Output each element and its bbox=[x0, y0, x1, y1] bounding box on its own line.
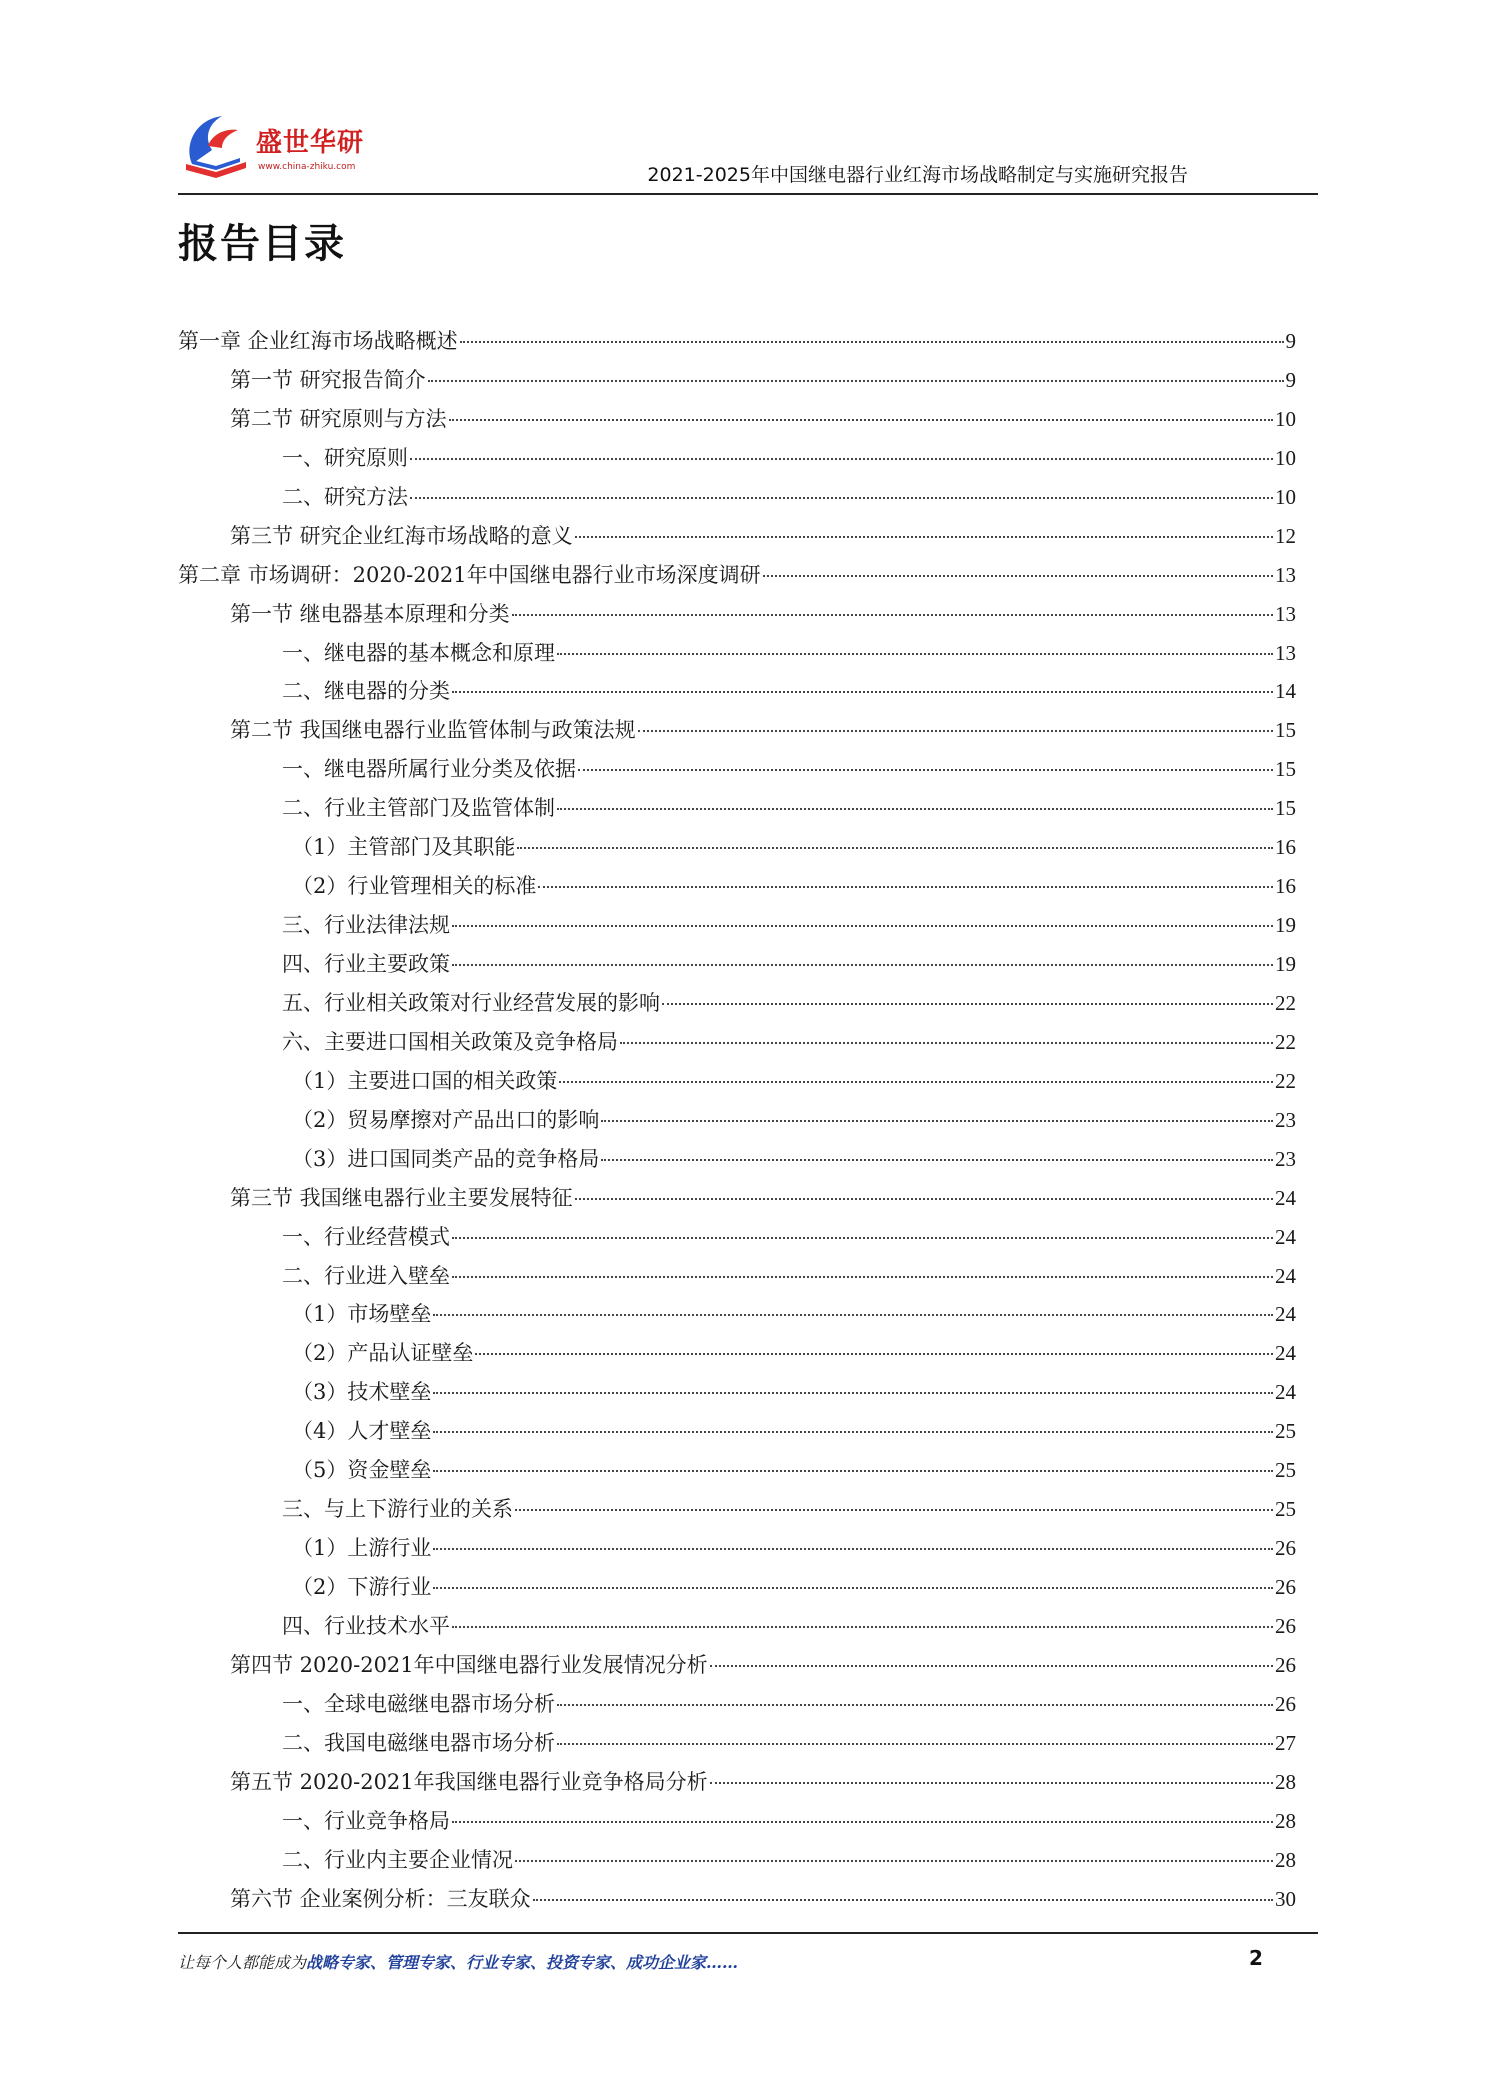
toc-entry-title: 第二节 我国继电器行业监管体制与政策法规 bbox=[230, 718, 636, 743]
toc-entry-title: 第二节 研究原则与方法 bbox=[230, 406, 447, 431]
toc-entry-page: 13 bbox=[1275, 601, 1296, 626]
toc-dot-leader bbox=[433, 1392, 1273, 1394]
toc-dot-leader bbox=[578, 769, 1273, 771]
toc-entry[interactable] bbox=[178, 1490, 1296, 1529]
toc-entry-title: 第五节 2020-2021年我国继电器行业竞争格局分析 bbox=[230, 1769, 708, 1794]
toc-entry[interactable] bbox=[178, 1373, 1296, 1412]
toc-entry[interactable] bbox=[178, 984, 1296, 1023]
logo-name: 盛世华研 bbox=[256, 128, 365, 158]
toc-dot-leader bbox=[557, 1743, 1273, 1745]
toc-dot-leader bbox=[515, 1860, 1273, 1862]
toc-entry-title: （1）主要进口国的相关政策 bbox=[292, 1068, 558, 1093]
toc-dot-leader bbox=[638, 730, 1273, 732]
toc-entry-page: 30 bbox=[1275, 1886, 1296, 1911]
toc-dot-leader bbox=[452, 964, 1273, 966]
toc-entry-page: 14 bbox=[1275, 679, 1296, 704]
toc-dot-leader bbox=[433, 1314, 1273, 1316]
toc-dot-leader bbox=[512, 614, 1273, 616]
table-of-contents bbox=[178, 322, 1296, 1918]
toc-entry[interactable] bbox=[178, 1841, 1296, 1880]
toc-entry-page: 28 bbox=[1275, 1847, 1296, 1872]
toc-entry-title: 一、继电器所属行业分类及依据 bbox=[282, 757, 576, 782]
toc-dot-leader bbox=[662, 1003, 1273, 1005]
toc-entry-title: （2）产品认证壁垒 bbox=[292, 1341, 474, 1366]
toc-dot-leader bbox=[452, 925, 1273, 927]
toc-entry-title: 一、全球电磁继电器市场分析 bbox=[282, 1691, 555, 1716]
toc-entry[interactable] bbox=[178, 1334, 1296, 1373]
toc-entry[interactable] bbox=[178, 1295, 1296, 1334]
toc-entry-title: 一、研究原则 bbox=[282, 445, 408, 470]
toc-dot-leader bbox=[410, 497, 1273, 499]
toc-dot-leader bbox=[452, 1821, 1273, 1823]
toc-entry[interactable] bbox=[178, 1451, 1296, 1490]
toc-entry-title: 四、行业技术水平 bbox=[282, 1613, 450, 1638]
footer-slogan bbox=[178, 1950, 738, 1973]
toc-dot-leader bbox=[433, 1548, 1273, 1550]
toc-dot-leader bbox=[559, 1081, 1273, 1083]
toc-entry-title: （2）下游行业 bbox=[292, 1575, 432, 1599]
toc-dot-leader bbox=[515, 1509, 1273, 1511]
toc-entry-title: （2）贸易摩擦对产品出口的影响 bbox=[292, 1107, 600, 1132]
toc-entry-title: 第四节 2020-2021年中国继电器行业发展情况分析 bbox=[230, 1652, 708, 1677]
footer-divider bbox=[178, 1932, 1318, 1934]
footer-slogan-prefix: 让每个人都能成为 bbox=[178, 1953, 307, 1972]
toc-dot-leader bbox=[557, 808, 1273, 810]
toc-entry[interactable] bbox=[178, 1023, 1296, 1062]
toc-entry[interactable] bbox=[178, 1607, 1296, 1646]
toc-entry-title: 第一节 继电器基本原理和分类 bbox=[230, 601, 510, 626]
toc-entry-page: 26 bbox=[1275, 1691, 1296, 1716]
toc-entry-page: 24 bbox=[1275, 1224, 1296, 1249]
toc-entry-page: 28 bbox=[1275, 1769, 1296, 1794]
toc-dot-leader bbox=[410, 458, 1273, 460]
toc-entry-page: 9 bbox=[1285, 367, 1296, 392]
toc-dot-leader bbox=[538, 886, 1273, 888]
toc-entry-title: 第三节 我国继电器行业主要发展特征 bbox=[230, 1185, 573, 1210]
toc-entry-title: 二、我国电磁继电器市场分析 bbox=[282, 1730, 555, 1755]
toc-dot-leader bbox=[452, 1237, 1273, 1239]
toc-entry-page: 27 bbox=[1275, 1730, 1296, 1755]
toc-entry-page: 26 bbox=[1275, 1536, 1296, 1561]
page-title: 报告目录 bbox=[178, 221, 346, 267]
toc-entry[interactable] bbox=[178, 322, 1296, 361]
toc-dot-leader bbox=[620, 1042, 1273, 1044]
toc-entry-title: 二、研究方法 bbox=[282, 484, 408, 509]
toc-entry[interactable] bbox=[178, 400, 1296, 439]
toc-entry[interactable] bbox=[178, 1724, 1296, 1763]
toc-entry-title: 第三节 研究企业红海市场战略的意义 bbox=[230, 523, 573, 548]
toc-entry-page: 15 bbox=[1275, 796, 1296, 821]
toc-entry[interactable] bbox=[178, 478, 1296, 517]
toc-entry-title: （4）人才壁垒 bbox=[292, 1419, 432, 1444]
toc-dot-leader bbox=[557, 653, 1273, 655]
toc-entry[interactable] bbox=[178, 945, 1296, 984]
toc-entry[interactable] bbox=[178, 439, 1296, 478]
toc-entry-page: 10 bbox=[1275, 445, 1296, 470]
toc-entry-title: （1）上游行业 bbox=[292, 1536, 432, 1561]
toc-entry[interactable] bbox=[178, 1257, 1296, 1296]
footer-slogan-highlight: 战略专家、管理专家、行业专家、投资专家、成功企业家…… bbox=[306, 1953, 739, 1972]
toc-dot-leader bbox=[763, 575, 1273, 577]
toc-entry[interactable] bbox=[178, 1880, 1296, 1919]
toc-entry-title: 二、继电器的分类 bbox=[282, 679, 450, 704]
toc-dot-leader bbox=[433, 1470, 1273, 1472]
toc-entry[interactable] bbox=[178, 867, 1296, 906]
toc-entry-title: （2）行业管理相关的标准 bbox=[292, 874, 537, 899]
toc-entry-title: 第二章 市场调研：2020-2021年中国继电器行业市场深度调研 bbox=[178, 562, 761, 587]
toc-dot-leader bbox=[452, 1626, 1273, 1628]
toc-entry-title: 六、主要进口国相关政策及竞争格局 bbox=[282, 1029, 618, 1054]
toc-entry[interactable] bbox=[178, 1218, 1296, 1257]
toc-entry-title: 二、行业主管部门及监管体制 bbox=[282, 796, 555, 821]
toc-dot-leader bbox=[601, 1120, 1273, 1122]
toc-entry[interactable] bbox=[178, 634, 1296, 673]
toc-entry-title: 第一节 研究报告简介 bbox=[230, 367, 426, 392]
toc-entry[interactable] bbox=[178, 828, 1296, 867]
toc-entry[interactable] bbox=[178, 1412, 1296, 1451]
header-divider bbox=[178, 193, 1318, 195]
toc-dot-leader bbox=[710, 1782, 1273, 1784]
toc-entry-page: 28 bbox=[1275, 1808, 1296, 1833]
toc-entry[interactable] bbox=[178, 1101, 1296, 1140]
toc-entry-page: 13 bbox=[1275, 640, 1296, 665]
toc-entry-page: 16 bbox=[1275, 835, 1296, 860]
toc-entry[interactable] bbox=[178, 1140, 1296, 1179]
toc-entry-title: （3）技术壁垒 bbox=[292, 1380, 432, 1405]
toc-entry-page: 23 bbox=[1275, 1146, 1296, 1171]
toc-entry-page: 15 bbox=[1275, 757, 1296, 782]
toc-entry[interactable] bbox=[178, 556, 1296, 595]
toc-entry-page: 24 bbox=[1275, 1341, 1296, 1366]
toc-entry-page: 9 bbox=[1285, 329, 1296, 353]
toc-entry[interactable] bbox=[178, 711, 1296, 750]
toc-entry-page: 25 bbox=[1275, 1458, 1296, 1483]
toc-entry-page: 24 bbox=[1275, 1263, 1296, 1288]
toc-entry-page: 26 bbox=[1275, 1652, 1296, 1677]
toc-entry-page: 24 bbox=[1275, 1185, 1296, 1210]
toc-entry-page: 16 bbox=[1275, 874, 1296, 899]
toc-entry-page: 22 bbox=[1275, 990, 1296, 1015]
toc-dot-leader bbox=[517, 847, 1273, 849]
toc-entry-title: 三、与上下游行业的关系 bbox=[282, 1497, 513, 1522]
toc-entry[interactable] bbox=[178, 672, 1296, 711]
toc-entry-title: （1）主管部门及其职能 bbox=[292, 835, 516, 860]
company-logo bbox=[178, 100, 418, 190]
toc-entry-page: 26 bbox=[1275, 1575, 1296, 1599]
toc-entry-page: 13 bbox=[1275, 562, 1296, 587]
toc-entry[interactable] bbox=[178, 1568, 1296, 1607]
toc-entry[interactable] bbox=[178, 361, 1296, 400]
toc-entry[interactable] bbox=[178, 1646, 1296, 1685]
toc-dot-leader bbox=[428, 380, 1284, 382]
page-number: 2 bbox=[1249, 1946, 1263, 1970]
toc-entry-title: 一、行业经营模式 bbox=[282, 1224, 450, 1249]
toc-entry-page: 22 bbox=[1275, 1029, 1296, 1054]
toc-dot-leader bbox=[475, 1353, 1273, 1355]
toc-entry-page: 24 bbox=[1275, 1302, 1296, 1327]
toc-entry[interactable] bbox=[178, 1763, 1296, 1802]
toc-entry[interactable] bbox=[178, 750, 1296, 789]
toc-entry-page: 25 bbox=[1275, 1497, 1296, 1522]
toc-dot-leader bbox=[710, 1665, 1273, 1667]
toc-dot-leader bbox=[460, 341, 1284, 343]
toc-dot-leader bbox=[433, 1587, 1273, 1589]
toc-dot-leader bbox=[557, 1704, 1273, 1706]
toc-entry-title: 二、行业内主要企业情况 bbox=[282, 1847, 513, 1872]
toc-entry-title: 一、继电器的基本概念和原理 bbox=[282, 640, 555, 665]
toc-entry-title: 三、行业法律法规 bbox=[282, 913, 450, 938]
toc-entry-page: 26 bbox=[1275, 1613, 1296, 1638]
toc-entry-title: 二、行业进入壁垒 bbox=[282, 1263, 450, 1288]
toc-dot-leader bbox=[533, 1899, 1273, 1901]
logo-url: www.china-zhiku.com bbox=[258, 162, 356, 172]
toc-entry-title: 一、行业竞争格局 bbox=[282, 1808, 450, 1833]
toc-entry-page: 24 bbox=[1275, 1380, 1296, 1405]
toc-entry-title: （3）进口国同类产品的竞争格局 bbox=[292, 1146, 600, 1171]
report-title: 2021-2025年中国继电器行业红海市场战略制定与实施研究报告 bbox=[647, 164, 1188, 186]
toc-dot-leader bbox=[575, 536, 1273, 538]
toc-entry-title: （5）资金壁垒 bbox=[292, 1458, 432, 1483]
toc-entry[interactable] bbox=[178, 789, 1296, 828]
toc-entry[interactable] bbox=[178, 1062, 1296, 1101]
toc-entry-title: （1）市场壁垒 bbox=[292, 1302, 432, 1327]
toc-entry-title: 五、行业相关政策对行业经营发展的影响 bbox=[282, 990, 660, 1015]
toc-entry[interactable] bbox=[178, 1179, 1296, 1218]
page-header bbox=[178, 100, 1318, 196]
toc-dot-leader bbox=[449, 419, 1273, 421]
toc-entry-title: 四、行业主要政策 bbox=[282, 952, 450, 976]
toc-dot-leader bbox=[452, 691, 1273, 693]
toc-dot-leader bbox=[601, 1159, 1273, 1161]
toc-entry[interactable] bbox=[178, 1685, 1296, 1724]
toc-dot-leader bbox=[452, 1276, 1273, 1278]
toc-entry-page: 12 bbox=[1275, 523, 1296, 548]
toc-entry-page: 10 bbox=[1275, 484, 1296, 509]
toc-entry-title: 第六节 企业案例分析：三友联众 bbox=[230, 1886, 531, 1911]
toc-entry-page: 19 bbox=[1275, 952, 1296, 976]
toc-entry[interactable] bbox=[178, 595, 1296, 634]
toc-entry-page: 25 bbox=[1275, 1419, 1296, 1444]
toc-dot-leader bbox=[575, 1198, 1273, 1200]
toc-entry[interactable] bbox=[178, 1802, 1296, 1841]
toc-entry-page: 15 bbox=[1275, 718, 1296, 743]
toc-entry-title: 第一章 企业红海市场战略概述 bbox=[178, 329, 458, 353]
toc-entry-page: 22 bbox=[1275, 1068, 1296, 1093]
toc-entry-page: 19 bbox=[1275, 913, 1296, 938]
toc-entry[interactable] bbox=[178, 1529, 1296, 1568]
toc-dot-leader bbox=[433, 1431, 1273, 1433]
toc-entry[interactable] bbox=[178, 906, 1296, 945]
book-swoosh-logo-icon bbox=[178, 106, 256, 184]
toc-entry[interactable] bbox=[178, 517, 1296, 556]
toc-entry-page: 10 bbox=[1275, 406, 1296, 431]
toc-entry-page: 23 bbox=[1275, 1107, 1296, 1132]
